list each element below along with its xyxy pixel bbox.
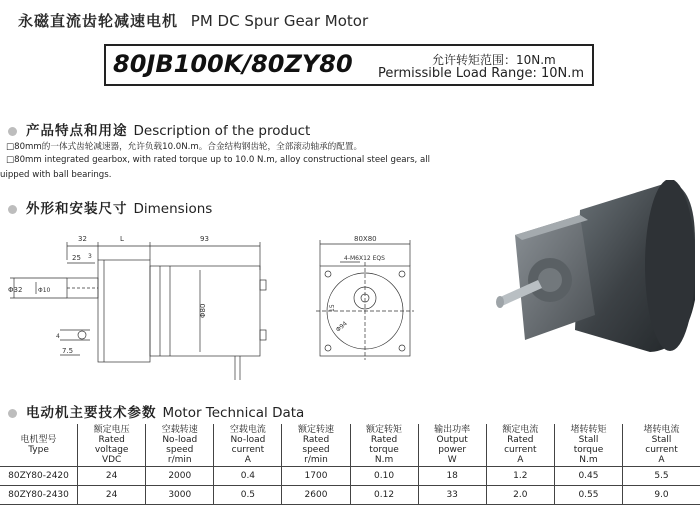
table-cell: 0.4 [214,467,282,486]
dim-93: 93 [200,235,209,243]
table-cell: 24 [78,467,146,486]
motor-photo [480,180,700,385]
column-header-line: No-load [162,435,198,445]
description-heading-cn: 产品特点和用途 [26,123,128,139]
column-header [78,424,146,467]
column-header-line: 堵转电流 [643,425,680,435]
column-header-line: current [645,445,678,455]
description-line-cn: □80mm的一体式齿轮减速器，允许负载10.0N.m。合金结构钢齿轮，全部滚动轴承的配置。 [6,142,363,152]
column-header-line: Rated [302,435,330,445]
column-header-line: A [244,455,251,465]
description-line-en-1: □80mm integrated gearbox, with rated torque up to 10.0 N.m, alloy constructional steel gears, all [6,155,431,165]
column-header-line: torque [369,445,399,455]
load-range-cn: 允许转矩范围：10N.m [432,53,556,67]
table-cell: 3000 [146,486,214,505]
bullet-icon [8,127,17,136]
column-header-line: VDC [101,455,122,465]
column-header [486,424,554,467]
column-header-line: power [438,445,467,455]
dim-phi32: Φ32 [8,286,23,294]
dimensions-heading-en: Dimensions [133,201,213,217]
dim-32: 32 [78,235,87,243]
description-heading-en: Description of the product [133,123,311,139]
table-cell: 2600 [282,486,350,505]
column-header-line: 额定转速 [297,425,334,435]
table-cell: 18 [418,467,486,486]
table-cell: 0.55 [554,486,622,505]
dim-phi10: Φ10 [38,287,51,294]
load-range-en: Permissible Load Range: 10N.m [378,66,585,81]
table-cell: 24 [78,486,146,505]
dimensions-heading-cn: 外形和安装尺寸 [26,201,128,217]
column-header-line: voltage [94,445,129,455]
title-en: PM DC Spur Gear Motor [190,12,369,30]
description-heading [8,119,310,139]
column-header-line: No-load [230,435,266,445]
bullet-icon [8,205,17,214]
side-view-drawing [0,230,290,390]
column-header-line: r/min [167,455,192,465]
dim-screw: 4-M6X12 EQS [344,255,385,262]
table-row [0,486,700,505]
column-header-line: 堵转转矩 [570,425,607,435]
table-header-row [0,424,700,467]
table-cell: 9.0 [623,486,700,505]
table-cell: 80ZY80-2430 [0,486,78,505]
dim-25: 25 [72,254,81,262]
column-header-line: 输出功率 [434,425,471,435]
table-cell: 2000 [146,467,214,486]
dim-7-5: 7.5 [62,347,74,355]
dim-box: 80X80 [354,235,377,243]
table-cell: 80ZY80-2420 [0,467,78,486]
column-header-line: 电机型号 [20,435,57,445]
column-header [282,424,350,467]
column-header-line: speed [302,445,330,455]
column-header [0,424,78,467]
bullet-icon [8,409,17,418]
column-header-line: Rated [370,435,398,445]
column-header-line: A [517,455,524,465]
table-cell: 1.2 [486,467,554,486]
table-cell: 0.10 [350,467,418,486]
column-header [350,424,418,467]
column-header-line: Rated [98,435,125,445]
column-header-line: Output [436,435,468,445]
column-header-line: speed [166,445,194,455]
dim-4: 4 [56,333,60,340]
column-header-line: 额定电压 [93,425,130,435]
dim-L: L [120,235,124,243]
technical-heading [8,401,304,421]
column-header-line: Rated [507,435,534,445]
table-cell: 2.0 [486,486,554,505]
model-number: 80JB100K/80ZY80 [113,50,353,78]
page-title [18,10,368,31]
column-header-line: current [231,445,265,455]
table-cell: 0.12 [350,486,418,505]
column-header-line: 空载电流 [229,425,266,435]
column-header [214,424,282,467]
dim-phi80: Φ80 [199,303,207,318]
column-header-line: W [447,455,457,465]
column-header [418,424,486,467]
column-header-line: Stall [651,435,672,445]
column-header-line: current [504,445,537,455]
column-header [146,424,214,467]
dim-3: 3 [88,253,92,260]
column-header-line: N.m [374,455,394,465]
title-cn: 永磁直流齿轮减速电机 [18,12,179,30]
column-header [554,424,622,467]
column-header-line: 空载转速 [161,425,198,435]
table-row [0,467,700,486]
table-cell: 0.45 [554,467,622,486]
column-header-line: Stall [578,435,599,445]
table-cell: 1700 [282,467,350,486]
column-header-line: torque [573,445,604,455]
table-cell: 33 [418,486,486,505]
column-header-line: A [658,455,665,465]
column-header-line: 额定转矩 [366,425,403,435]
column-header-line: N.m [579,455,598,465]
technical-heading-en: Motor Technical Data [162,405,305,421]
table-cell: 0.5 [214,486,282,505]
column-header-line: r/min [304,455,328,465]
column-header-line: Type [28,445,49,455]
dim-phi94: Φ94 [334,320,349,334]
dimensions-heading [8,197,212,217]
technical-heading-cn: 电动机主要技术参数 [26,405,157,421]
column-header [623,424,700,467]
table-cell: 5.5 [623,467,700,486]
front-view-drawing [310,232,425,372]
column-header-line: 额定电流 [502,425,539,435]
technical-data-table [0,424,700,505]
description-line-en-2: uipped with ball bearings. [0,170,112,180]
dim-15: 15 [329,304,336,312]
motor-body-shape [496,180,695,352]
